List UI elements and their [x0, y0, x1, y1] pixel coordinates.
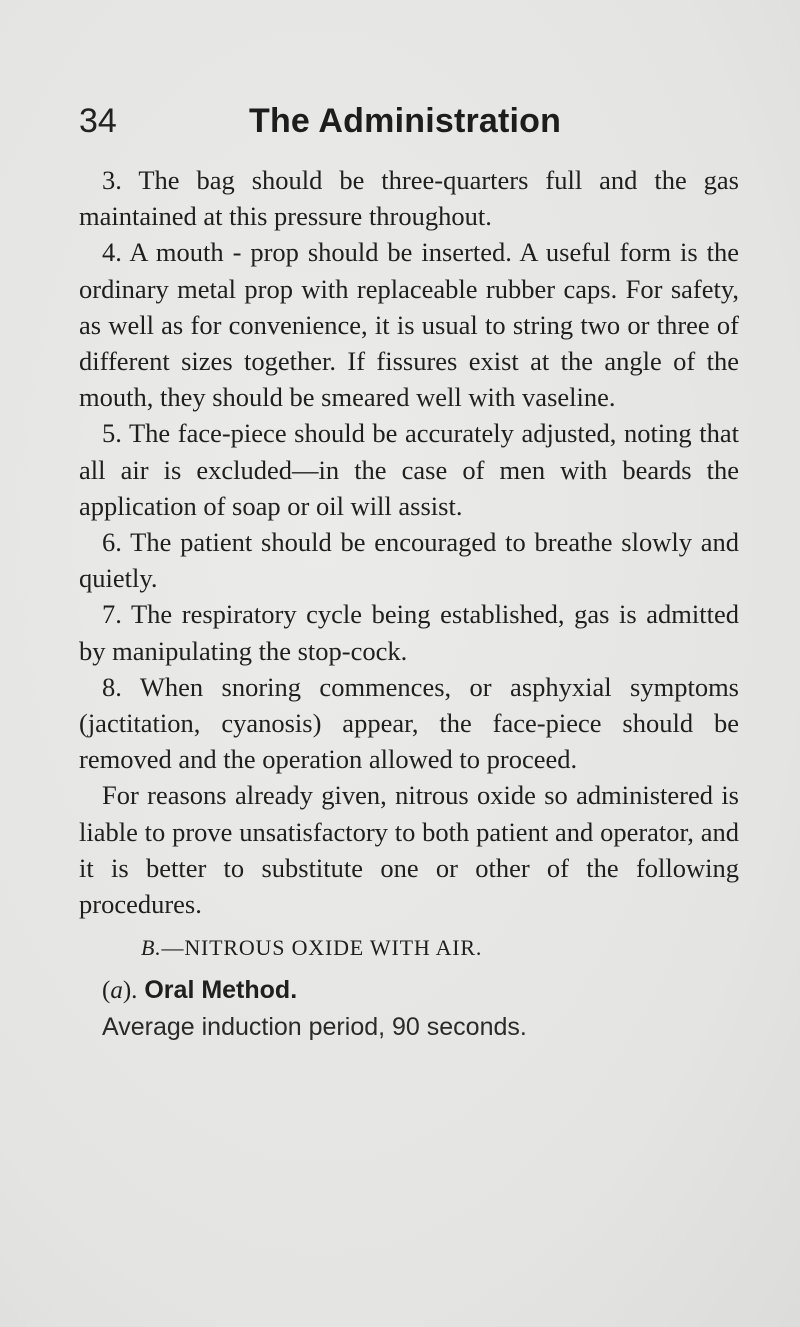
subsection-label: (a). [102, 977, 138, 1005]
page-header [79, 96, 739, 146]
body-text [79, 162, 739, 1045]
section-title: —NITROUS OXIDE WITH AIR. [161, 935, 483, 961]
paragraph-step-6: 6. The patient should be encouraged to breathe slowly and quietly. [79, 527, 739, 594]
paragraph-step-4: 4. A mouth - prop should be inserted. A useful form is the ordinary metal prop with replaceable rubber caps. For safety, as well as for convenience, it is usual to string two or three of different sizes together. If fissures exist at the angle of the mouth, they should be smeared well with vaseline. [79, 237, 739, 413]
running-title: The Administration [249, 102, 562, 140]
section-heading [79, 930, 739, 966]
paragraph-step-8: 8. When snoring commences, or asphyxial symptoms (jactitation, cyanosis) appear, the face-piece should be removed and the operation allowed to proceed. [79, 671, 739, 775]
paragraph-step-7: 7. The respiratory cycle being established, gas is admitted by manipulating the stop-cock. [79, 599, 739, 666]
paragraph-step-5: 5. The face-piece should be accurately adjusted, noting that all air is excluded—in the case of men with beards the application of soap or oil will assist. [79, 418, 739, 521]
section-letter: B. [141, 935, 162, 961]
induction-period-line: Average induction period, 90 seconds. [102, 1013, 527, 1042]
subsection-label-letter: a [110, 977, 123, 1005]
subsection-title: Oral Method. [144, 976, 298, 1005]
paragraph-step-3: 3. The bag should be three-quarters full and the gas maintained at this pressure throughout. [79, 165, 739, 232]
paragraph-reasons: For reasons already given, nitrous oxide so administered is liable to prove unsatisfactory to both patient and operator, and it is better to substitute one or other of the following procedures. [79, 780, 739, 920]
subsection-heading [79, 972, 739, 1009]
page-number: 34 [79, 102, 117, 140]
